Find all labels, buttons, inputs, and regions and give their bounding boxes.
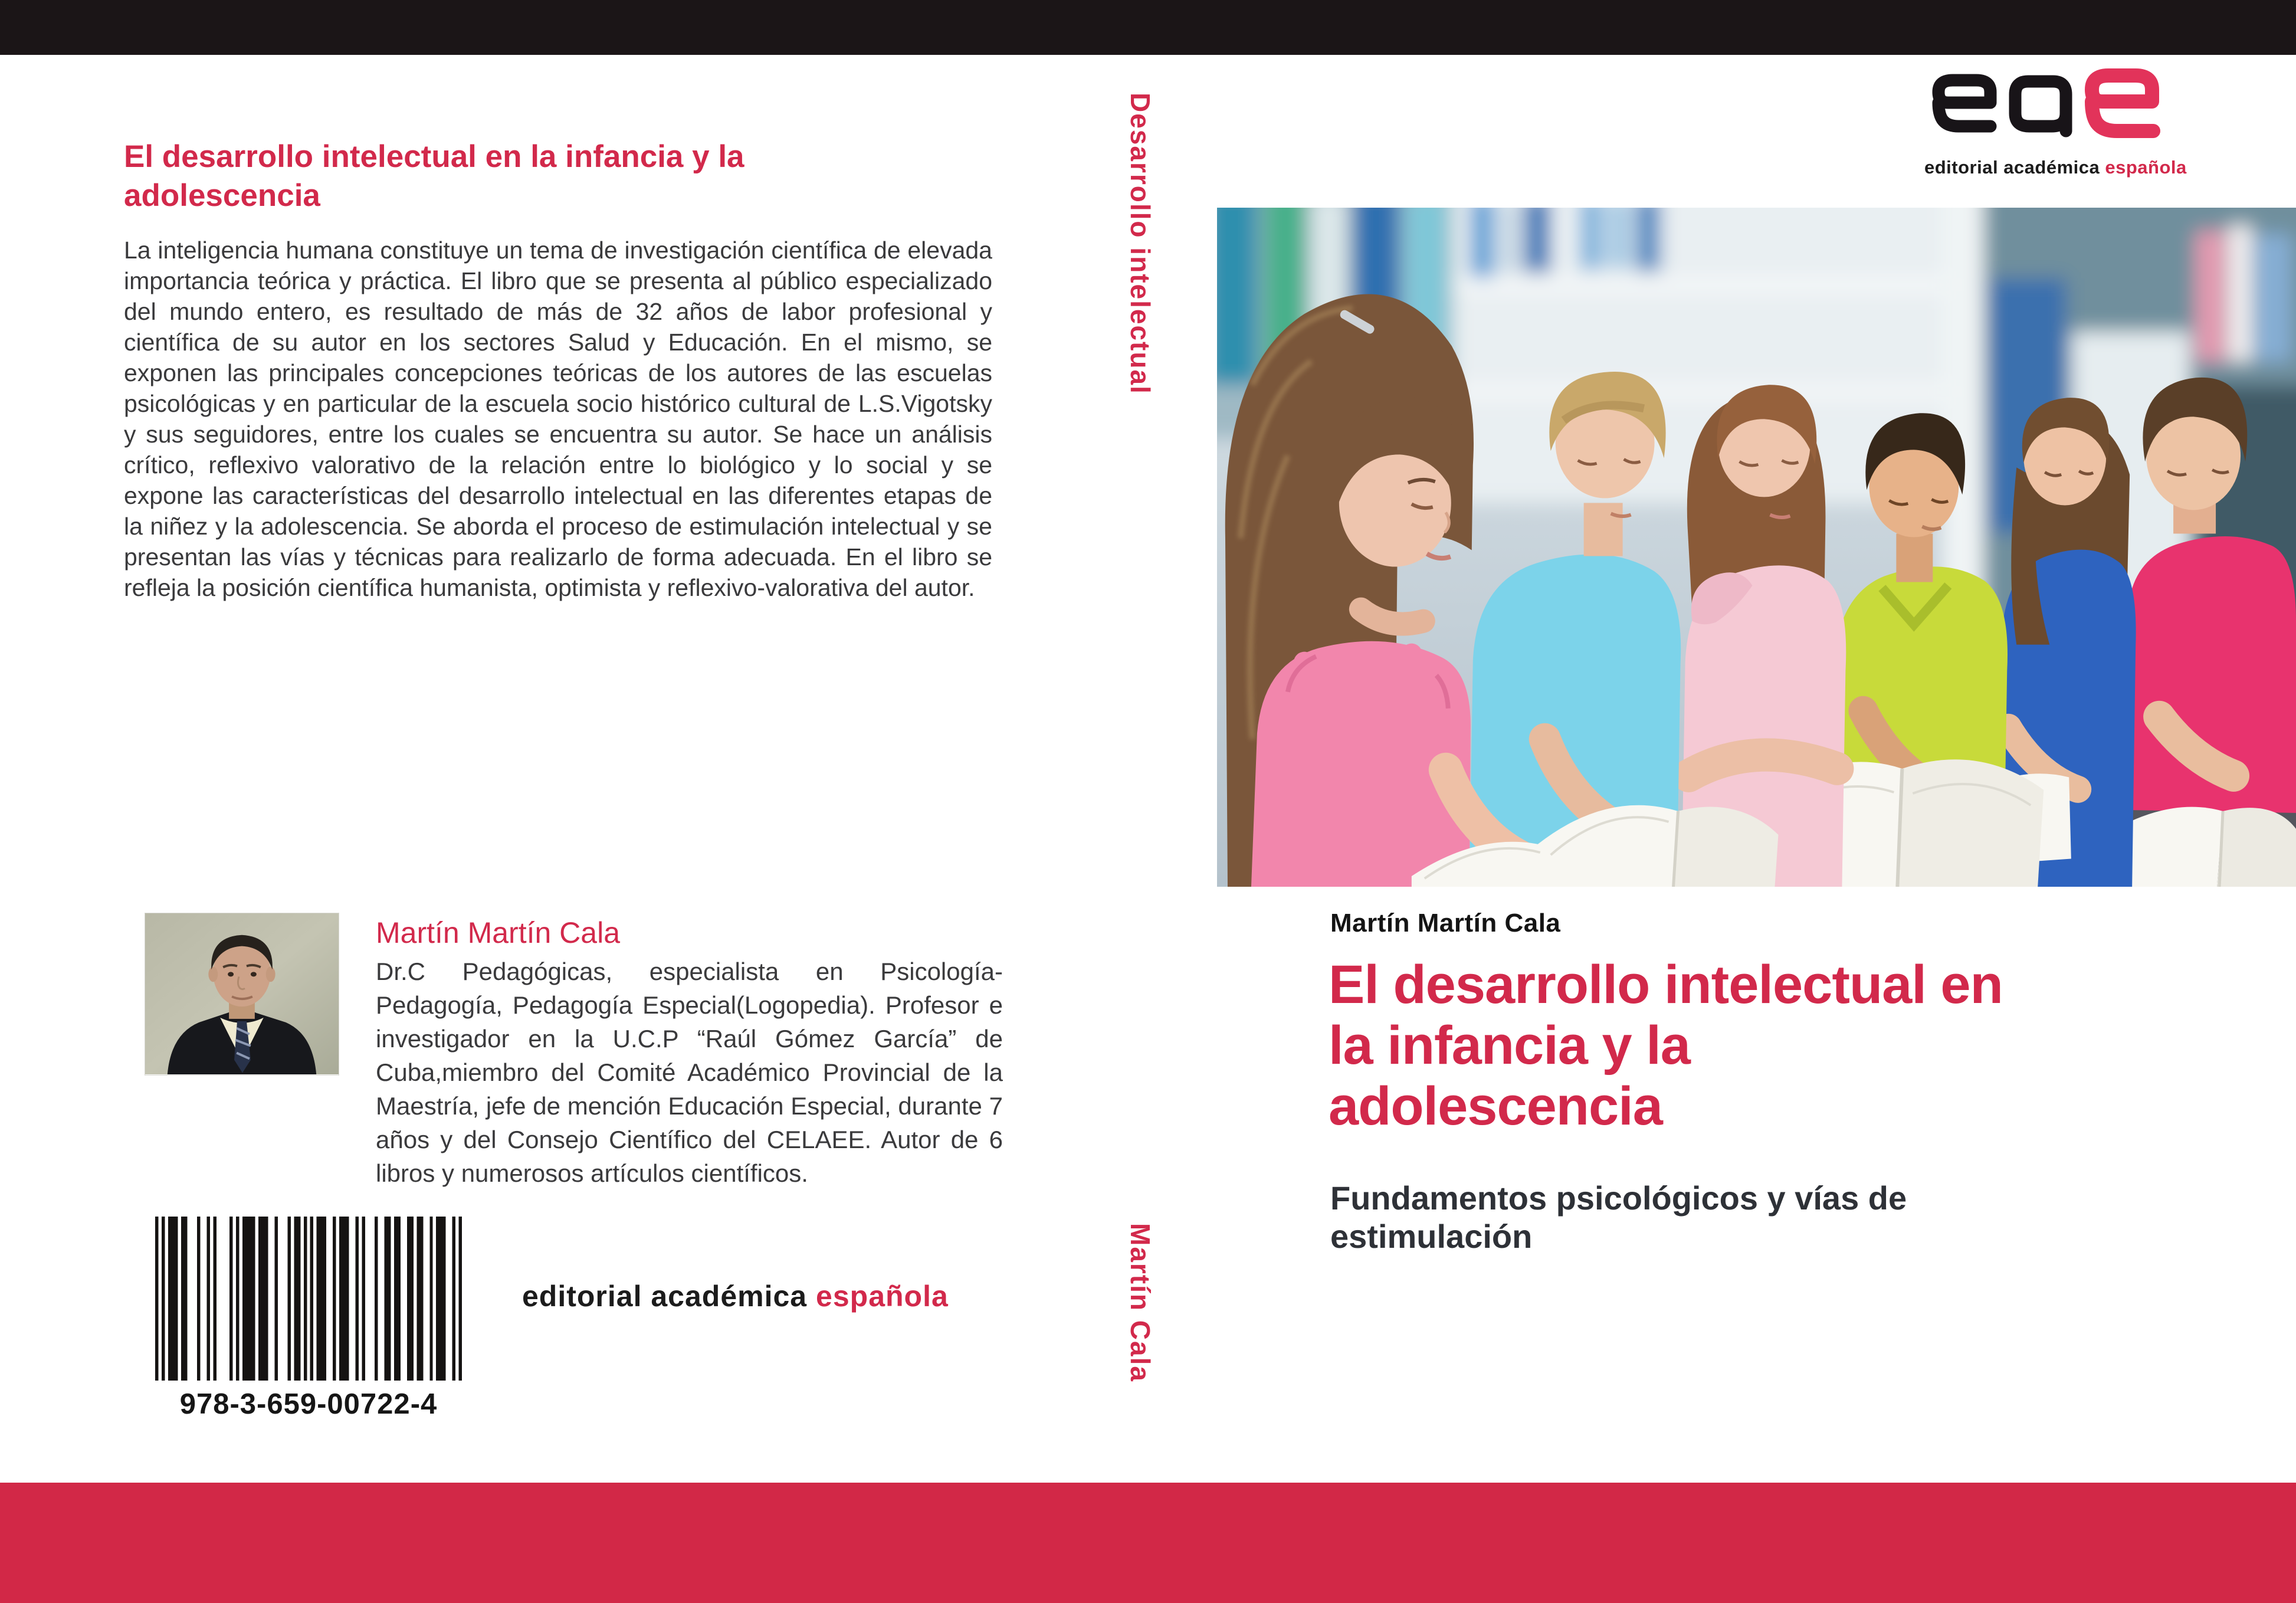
cover-photo-illustration — [1217, 208, 2296, 887]
back-synopsis: La inteligencia humana constituye un tema de investigación científica de elevada importancia teórica y práctica. El libro que se presenta al público especializado del mundo entero, es resultado de más de 32 años de labor profesional y científica de su autor en los sectores Salud y Educación. En el mismo, se exponen las principales concepciones teóricas de los autores de las escuelas psicológicas y en particular de la escuela socio histórico cultural de L.S.Vigotsky y sus seguidores, entre los cuales se encuentra su autor. Se hace un análisis crítico, reflexivo valorativo de la relación entre lo biológico y lo social y se expone las características del desarrollo intelectual en las diferentes etapas de la niñez y la adolescencia. Se aborda el proceso de estimulación intelectual y se presentan las vías y técnicas para realizarlo de forma adecuada. En el libro se refleja la posición científica humanista, optimista y reflexivo-valorativa del autor. — [124, 237, 992, 601]
publisher-wordmark — [522, 1279, 949, 1313]
author-portrait-illustration — [145, 913, 339, 1074]
front-subtitle-line: Fundamentos psicológicos y vías de — [1330, 1179, 1907, 1217]
logo-caption-black: editorial académica — [1924, 157, 2100, 178]
back-title-line: El desarrollo intelectual en la infancia y la — [124, 139, 744, 174]
logo-caption-red: española — [2105, 157, 2187, 178]
spine-author: Martín Cala — [1125, 1223, 1156, 1382]
cover-photo — [1217, 208, 2296, 887]
logo-caption — [1924, 157, 2187, 178]
front-title-line: la infancia y la — [1329, 1015, 1690, 1076]
isbn-label: 978-3-659-00722-4 — [179, 1388, 438, 1420]
front-title-line: adolescencia — [1329, 1076, 1662, 1136]
front-title-line: El desarrollo intelectual en — [1329, 955, 2003, 1015]
barcode — [155, 1217, 462, 1381]
back-title — [124, 137, 1009, 215]
back-author-bio: Dr.C Pedagógicas, especialista en Psicología-Pedagogía, Pedagogía Especial(Logopedia). Profesor e investigador en la U.C.P “Raúl Gómez García” de Cuba,miembro del Comité Académico Provincial de la Maestría, jefe de mención Educación Especial, durante 7 años y del Consejo Científico del CELAEE. Autor de 6 libros y numerosos artículos científicos. — [376, 958, 1003, 1187]
publisher-name-black: editorial académica — [522, 1280, 808, 1313]
logo-letter-e-icon — [1939, 80, 1990, 126]
eae-logo-icon — [1924, 66, 2164, 153]
spine-title: Desarrollo intelectual — [1125, 93, 1156, 395]
front-subtitle — [1330, 1179, 2097, 1255]
top-black-bar — [0, 0, 2296, 55]
back-author-name: Martín Martín Cala — [376, 916, 621, 949]
front-subtitle-line: estimulación — [1330, 1218, 1533, 1255]
front-title — [1329, 955, 2249, 1137]
logo-letter-a-icon — [2015, 81, 2066, 131]
author-photo — [145, 913, 339, 1076]
eae-logo-block — [1924, 66, 2187, 178]
bottom-crimson-bar — [0, 1483, 2296, 1603]
back-title-line: adolescencia — [124, 178, 320, 213]
front-author-name: Martín Martín Cala — [1330, 909, 1561, 937]
logo-letter-e-red-icon — [2092, 76, 2153, 131]
publisher-name-red: española — [816, 1280, 949, 1313]
barcode-bars — [155, 1217, 462, 1381]
